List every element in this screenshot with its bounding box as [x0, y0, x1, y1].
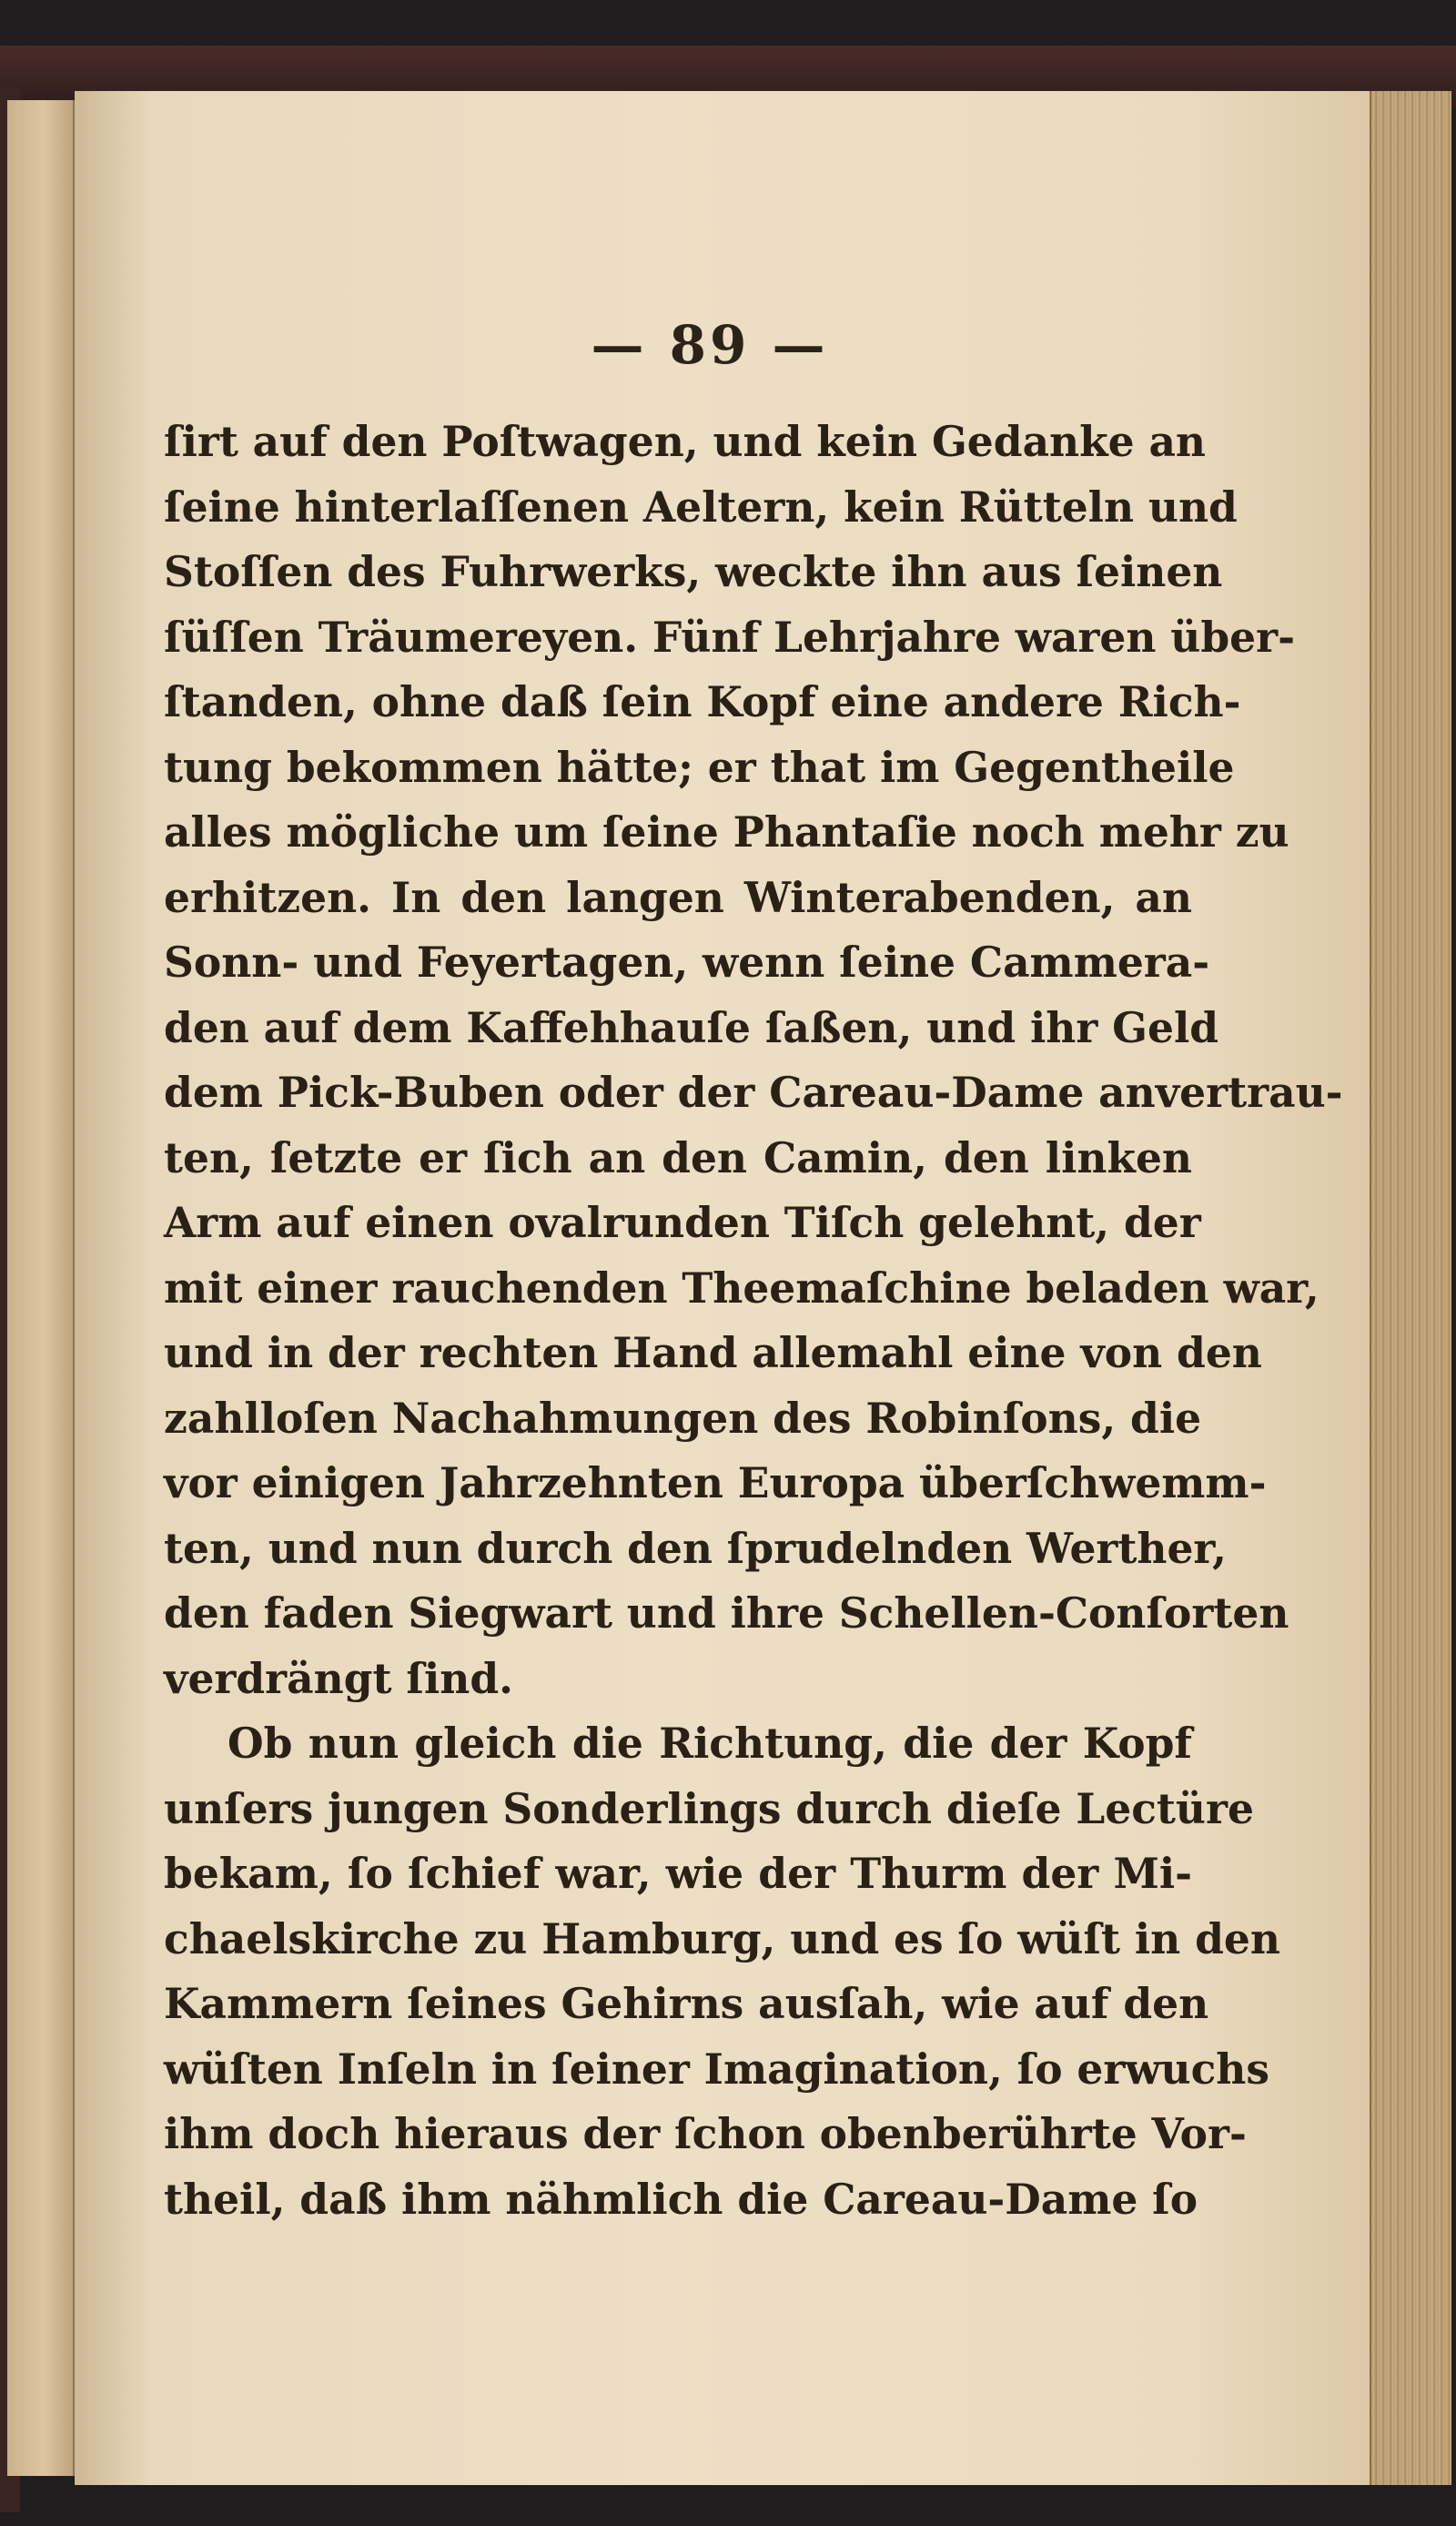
text-line: ſtanden, ohne daß ſein Kopf eine andere Rich- [164, 677, 1241, 726]
facing-page-edge [7, 100, 75, 2476]
text-line: ten, und nun durch den ſprudelnden Werther, [164, 1523, 1227, 1573]
text-line: Kammern ſeines Gehirns ausſah, wie auf den [164, 1979, 1209, 2028]
text-line: tung bekommen hätte; er that im Gegentheile [164, 742, 1235, 792]
text-line: ſüſſen Träumereyen. Fünf Lehrjahre waren über- [164, 612, 1295, 662]
text-line: und in der rechten Hand allemahl eine von den [164, 1328, 1262, 1377]
text-line: Sonn- und Feyertagen, wenn ſeine Cammera- [164, 938, 1210, 987]
text-line: Stoſſen des Fuhrwerks, weckte ihn aus ſeinen [164, 547, 1223, 596]
body-text [164, 410, 1343, 2232]
page-number: — 89 — [591, 314, 829, 376]
text-line: ten, ſetzte er ſich an den Camin, den linken [164, 1132, 1192, 1182]
text-line: chaelskirche zu Hamburg, und es ſo wüſt in den [164, 1913, 1280, 1963]
text-line: verdrängt ſind. [164, 1653, 513, 1703]
text-line: mit einer rauchenden Theemaſchine beladen war, [164, 1263, 1320, 1313]
text-line: Ob nun gleich die Richtung, die der Kopf [228, 1719, 1192, 1768]
text-line: den faden Siegwart und ihre Schellen-Conſorten [164, 1588, 1289, 1638]
text-line: theil, daß ihm nähmlich die Careau-Dame ſo [164, 2174, 1198, 2224]
text-line: wüſten Inſeln in ſeiner Imagination, ſo erwuchs [164, 2044, 1269, 2094]
text-line: erhitzen. In den langen Winterabenden, an [164, 872, 1192, 922]
text-line: Arm auf einen ovalrunden Tiſch gelehnt, der [164, 1198, 1201, 1247]
text-line: zahlloſen Nachahmungen des Robinſons, die [164, 1393, 1202, 1443]
text-line: alles mögliche um ſeine Phantaſie noch mehr zu [164, 807, 1289, 857]
page-stack-edges [1370, 91, 1451, 2485]
text-line: dem Pick-Buben oder der Careau-Dame anvertrau- [164, 1068, 1343, 1117]
text-line: vor einigen Jahrzehnten Europa überſchwemm- [164, 1458, 1267, 1507]
text-line: unſers jungen Sonderlings durch dieſe Lectüre [164, 1783, 1254, 1833]
text-line: ſeine hinterlaſſenen Aeltern, kein Rütteln und [164, 482, 1238, 532]
text-line: ſirt auf den Poſtwagen, und kein Gedanke an [164, 417, 1207, 466]
text-line: bekam, ſo ſchief war, wie der Thurm der Mi- [164, 1849, 1192, 1898]
text-line: ihm doch hieraus der ſchon obenberührte Vor- [164, 2109, 1247, 2158]
text-line: den auf dem Kaffehhauſe ſaßen, und ihr Geld [164, 1002, 1219, 1052]
